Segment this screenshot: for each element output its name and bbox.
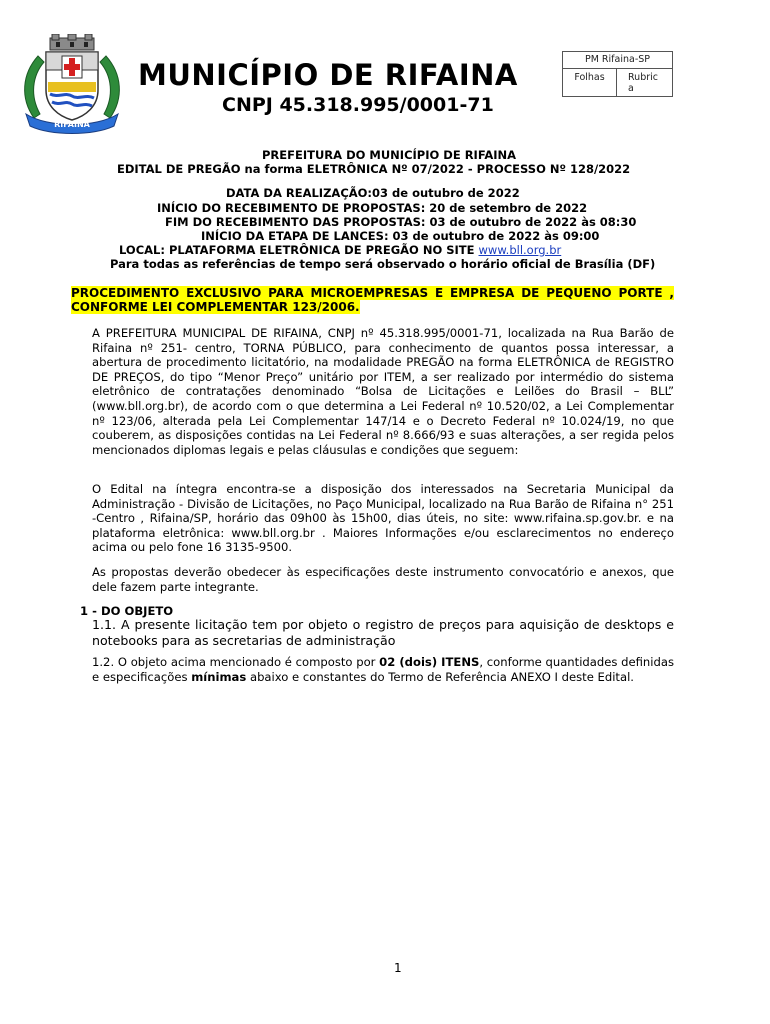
items-count: 02 (dois) ITENS: [379, 655, 480, 669]
realization-date: DATA DA REALIZAÇÃO:03 de outubro de 2022: [226, 186, 520, 200]
section-1-1: 1.1. A presente licitação tem por objeto o registro de preços para aquisição de desktops e notebooks para as secretarias de administração: [92, 617, 674, 648]
edital-heading: EDITAL DE PREGÃO na forma ELETRÔNICA Nº 07/2022 - PROCESSO Nº 128/2022: [117, 162, 631, 176]
municipal-coat-of-arms-logo: [18, 34, 126, 134]
intro-paragraph: A PREFEITURA MUNICIPAL DE RIFAINA, CNPJ nº 45.318.995/0001-71, localizada na Rua Barão de Rifaina nº 251- centro, TORNA PÚBLICO, para conhecimento de quantos possa interessar, a abertura de procedimento licitatório, na modalidade PREGÃO na forma ELETRÔNICA de REGISTRO DE PREÇOS, do tipo “Menor Preço” unitário por ITEM, a ser realizado por intermédio do sistema eletrônico de contratações denominado “Bolsa de Licitações e Leilões do Brasil – BLL” (www.bll.org.br), de acordo com o que determina a Lei Federal nº 10.520/02, a Lei Complementar nº 123/06, alterada pela Lei Complementar 147/14 e o Decreto Federal nº 10.024/19, no que couberem, as disposições contidas na Lei Federal nº 8.666/93 e suas alterações, a ser regida pelos mencionados diplomas legais e pelas cláusulas e condições que seguem:: [92, 326, 674, 457]
section-1-2-text-b: , conforme quantidades definidas e especificações: [92, 655, 675, 684]
exclusive-procedure-notice: [71, 286, 674, 314]
stamp-folhas-label: Folhas: [574, 72, 605, 83]
section-1-2-text-a: 1.2. O objeto acima mencionado é composto por: [92, 655, 380, 669]
stamp-rubrica-line1: Rubric: [628, 72, 658, 83]
page-number: 1: [394, 961, 402, 975]
highlighted-text: PROCEDIMENTO EXCLUSIVO PARA MICROEMPRESAS E EMPRESA DE PEQUENO PORTE , CONFORME LEI COMPLEMENTAR 123/2006.: [71, 286, 674, 314]
proposals-paragraph: As propostas deverão obedecer às especificações deste instrumento convocatório e anexos, que dele fazem parte integrante.: [92, 565, 674, 594]
edital-availability-paragraph: O Edital na íntegra encontra-se a disposição dos interessados na Secretaria Municipal da Administração - Divisão de Licitações, no Paço Municipal, localizado na Rua Barão de Rifaina n° 251 -Centro , Rifaina/SP, horário das 09h00 às 15h00, dias úteis, no site: www.rifaina.sp.gov.br. e na plataforma eletrônica: www.bll.org.br . Maiores Informações e/ou esclarecimentos no endereço acima ou pelo fone 16 3135-9500.: [92, 482, 674, 555]
bidding-start: INÍCIO DA ETAPA DE LANCES: 03 de outubro de 2022 às 09:00: [201, 229, 600, 243]
stamp-rubrica-label: [616, 69, 672, 97]
minimum-specs: mínimas: [191, 669, 247, 684]
local-line: [119, 243, 561, 257]
stamp-header: PM Rifaina-SP: [563, 52, 672, 69]
logo-ribbon-text: RIFAINA: [54, 120, 90, 129]
bll-link[interactable]: www.bll.org.br: [478, 243, 562, 257]
section-1-2: [92, 655, 674, 684]
protocol-stamp-box: [562, 51, 673, 97]
section-1-2-text-c: abaixo e constantes do Termo de Referência ANEXO I deste Edital.: [246, 669, 634, 684]
local-label: LOCAL: PLATAFORMA ELETRÔNICA DE PREGÃO NO SITE: [119, 243, 479, 257]
proposals-end: FIM DO RECEBIMENTO DAS PROPOSTAS: 03 de outubro de 2022 às 08:30: [165, 215, 637, 229]
prefeitura-heading: PREFEITURA DO MUNICÍPIO DE RIFAINA: [262, 148, 517, 162]
document-title: MUNICÍPIO DE RIFAINA: [138, 58, 518, 92]
timezone-note: Para todas as referências de tempo será observado o horário oficial de Brasília (DF): [110, 257, 656, 271]
stamp-rubrica-line2: a: [628, 83, 634, 94]
cnpj-number: CNPJ 45.318.995/0001-71: [222, 94, 494, 116]
section-1-title: 1 - DO OBJETO: [80, 604, 174, 618]
proposals-start: INÍCIO DO RECEBIMENTO DE PROPOSTAS: 20 de setembro de 2022: [157, 201, 588, 215]
